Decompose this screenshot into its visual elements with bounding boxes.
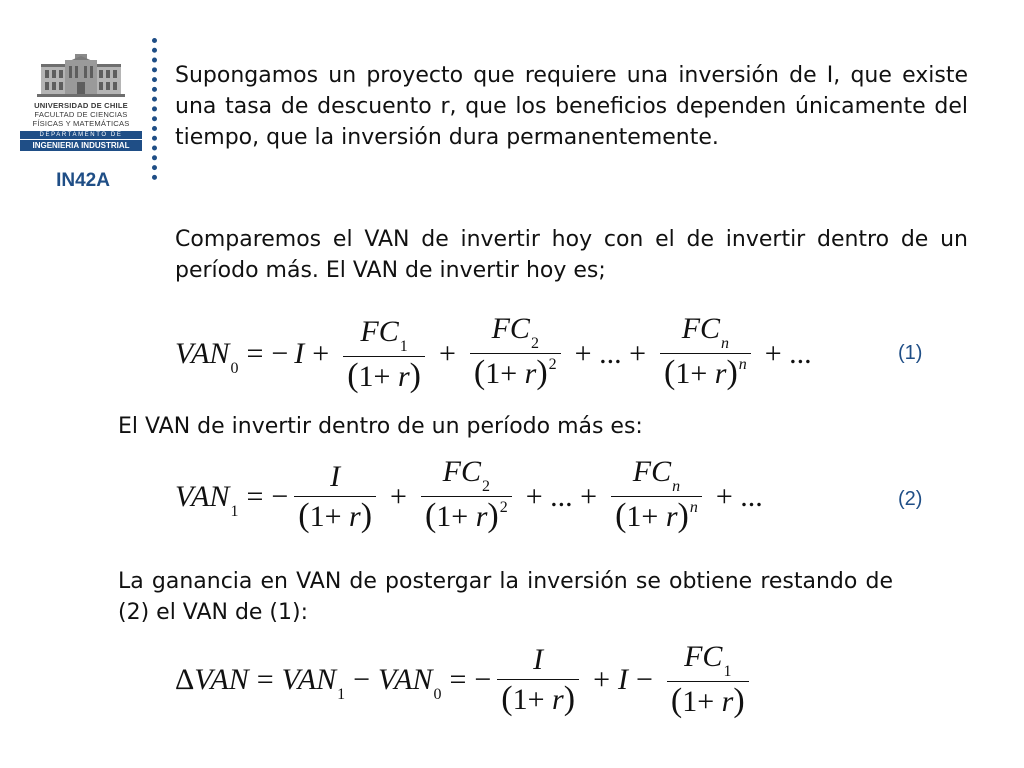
gain-paragraph: La ganancia en VAN de postergar la inversión se obtiene restando de (2) el VAN de (1): xyxy=(118,569,893,625)
logo-university-name: UNIVERSIDAD DE CHILE xyxy=(34,101,128,110)
logo-faculty-line: FACULTAD DE CIENCIAS xyxy=(34,110,128,119)
logo-department-label: DEPARTAMENTO DE xyxy=(20,131,142,139)
equation-number-2: (2) xyxy=(898,488,923,510)
building-icon xyxy=(35,52,127,98)
intro-paragraph: Supongamos un proyecto que requiere una inversión de I, que existe una tasa de descuento r, que los beneficios dependen únicamente del tiempo, que la inversión dura permanentemente. xyxy=(175,63,968,150)
logo-department-name: INGENIERIA INDUSTRIAL xyxy=(20,139,142,151)
equation-van0: $VAN_0$ = − I + $\frac{FC_1}{(1+ r)}$ + $\frac{FC_2}{(1+ r)^2}$ + ... + $\frac{FC_n}{(1+ r)^n}$ + ... xyxy=(175,312,820,396)
logo-faculty-line-2: FÍSICAS Y MATEMÁTICAS xyxy=(32,119,130,128)
compare-paragraph: Comparemos el VAN de invertir hoy con el de invertir dentro de un período más. El VAN de invertir hoy es; xyxy=(175,227,968,283)
equation-van1: $VAN_1$ = − $\frac{I}{(1+ r)}$ + $\frac{FC_2}{(1+ r)^2}$ + ... + $\frac{FC_n}{(1+ r)^n}$ + ... xyxy=(175,455,771,539)
course-code: IN42A xyxy=(56,170,110,191)
university-logo xyxy=(20,52,142,151)
equation-number-1: (1) xyxy=(898,342,923,364)
dotted-divider xyxy=(152,38,157,180)
equation-delta-van: ΔVAN = $VAN_1$ − $VAN_0$ = − $\frac{I}{(1+ r)}$ + I − $\frac{FC_1}{(1+ r)}$ xyxy=(175,640,755,719)
second-van-paragraph: El VAN de invertir dentro de un período más es: xyxy=(118,414,643,439)
